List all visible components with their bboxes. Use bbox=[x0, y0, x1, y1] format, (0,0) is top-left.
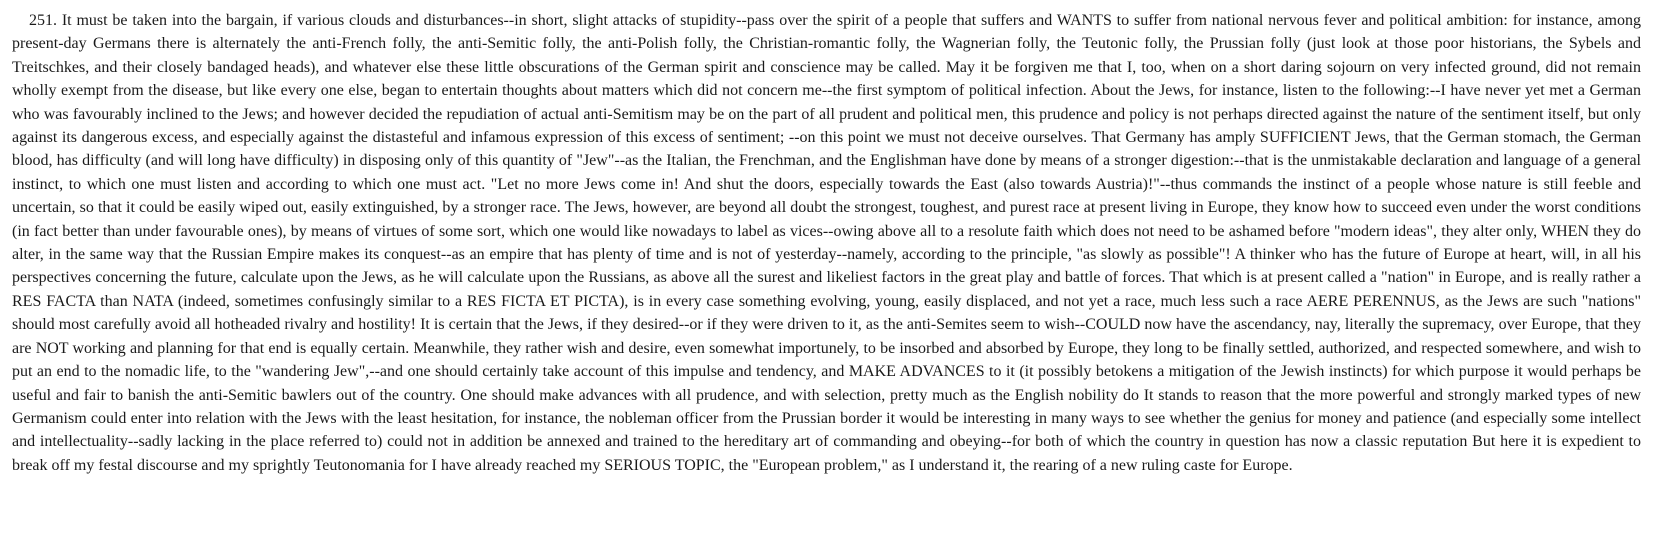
paragraph-text: It must be taken into the bargain, if various clouds and disturbances--in short, slight attacks of stupidity--pass over the spirit of a people that suffers and WANTS to suffer from national nervous fever and political ambition: for instance, among present-day Germans there is alternately the anti-French folly, the anti-Semitic folly, the anti-Polish folly, the Christian-romantic folly, the Wagnerian folly, the Teutonic folly, the Prussian folly (just look at those poor historians, the Sybels and Treitschkes, and their closely bandaged heads), and whatever else these little obscurations of the German spirit and conscience may be called. May it be forgiven me that I, too, when on a short daring sojourn on very infected ground, did not remain wholly exempt from the disease, but like every one else, began to entertain thoughts about matters which did not concern me--the first symptom of political infection. About the Jews, for instance, listen to the following:--I have never yet met a German who was favourably inclined to the Jews; and however decided the repudiation of actual anti-Semitism may be on the part of all prudent and political men, this prudence and policy is not perhaps directed against the nature of the sentiment itself, but only against its dangerous excess, and especially against the distasteful and infamous expression of this excess of sentiment; --on this point we must not deceive ourselves. That Germany has amply SUFFICIENT Jews, that the German stomach, the German blood, has difficulty (and will long have difficulty) in disposing only of this quantity of "Jew"--as the Italian, the Frenchman, and the Englishman have done by means of a stronger digestion:--that is the unmistakable declaration and language of a general instinct, to which one must listen and according to which one must act. "Let no more Jews come in! And shut the doors, especially towards the East (also towards Austria)!"--thus commands the instinct of a people whose nature is still feeble and uncertain, so that it could be easily wiped out, easily extinguished, by a stronger race. The Jews, however, are beyond all doubt the strongest, toughest, and purest race at present living in Europe, they know how to succeed even under the worst conditions (in fact better than under favourable ones), by means of virtues of some sort, which one would like nowadays to label as vices--owing above all to a resolute faith which does not need to be ashamed before "modern ideas", they alter only, WHEN they do alter, in the same way that the Russian Empire makes its conquest--as an empire that has plenty of time and is not of yesterday--namely, according to the principle, "as slowly as possible"! A thinker who has the future of Europe at heart, will, in all his perspectives concerning the future, calculate upon the Jews, as he will calculate upon the Russians, as above all the surest and likeliest factors in the great play and battle of forces. That which is at present called a "nation" in Europe, and is really rather a RES FACTA than NATA (indeed, sometimes confusingly similar to a RES FICTA ET PICTA), is in every case something evolving, young, easily displaced, and not yet a race, much less such a race AERE PERENNUS, as the Jews are such "nations" should most carefully avoid all hotheaded rivalry and hostility! It is certain that the Jews, if they desired--or if they were driven to it, as the anti-Semites seem to wish--COULD now have the ascendancy, nay, literally the supremacy, over Europe, that they are NOT working and planning for that end is equally certain. Meanwhile, they rather wish and desire, even somewhat importunely, to be insorbed and absorbed by Europe, they long to be finally settled, authorized, and respected somewhere, and wish to put an end to the nomadic life, to the "wandering Jew",--and one should certainly take account of this impulse and tendency, and MAKE ADVANCES to it (it possibly betokens a mitigation of the Jewish instincts) for which purpose it would perhaps be useful and fair to banish the anti-Semitic bawlers out of the country. One should make advances with all prudence, and with selection, pretty much as the English nobility do It stands to reason that the more powerful and strongly marked types of new Germanism could enter into relation with the Jews with the least hesitation, for instance, the nobleman officer from the Prussian border it would be interesting in many ways to see whether the genius for money and patience (and especially some intellect and intellectuality--sadly lacking in the place referred to) could not in addition be annexed and trained to the hereditary art of commanding and obeying--for both of which the country in question has now a classic reputation But here it is expedient to break off my festal discourse and my sprightly Teutonomania for I have already reached my SERIOUS TOPIC, the "European problem," as I understand it, the rearing of a new ruling caste for Europe. bbox=[12, 12, 1642, 474]
aphorism-paragraph bbox=[12, 9, 1641, 477]
section-number: 251. bbox=[29, 12, 57, 29]
